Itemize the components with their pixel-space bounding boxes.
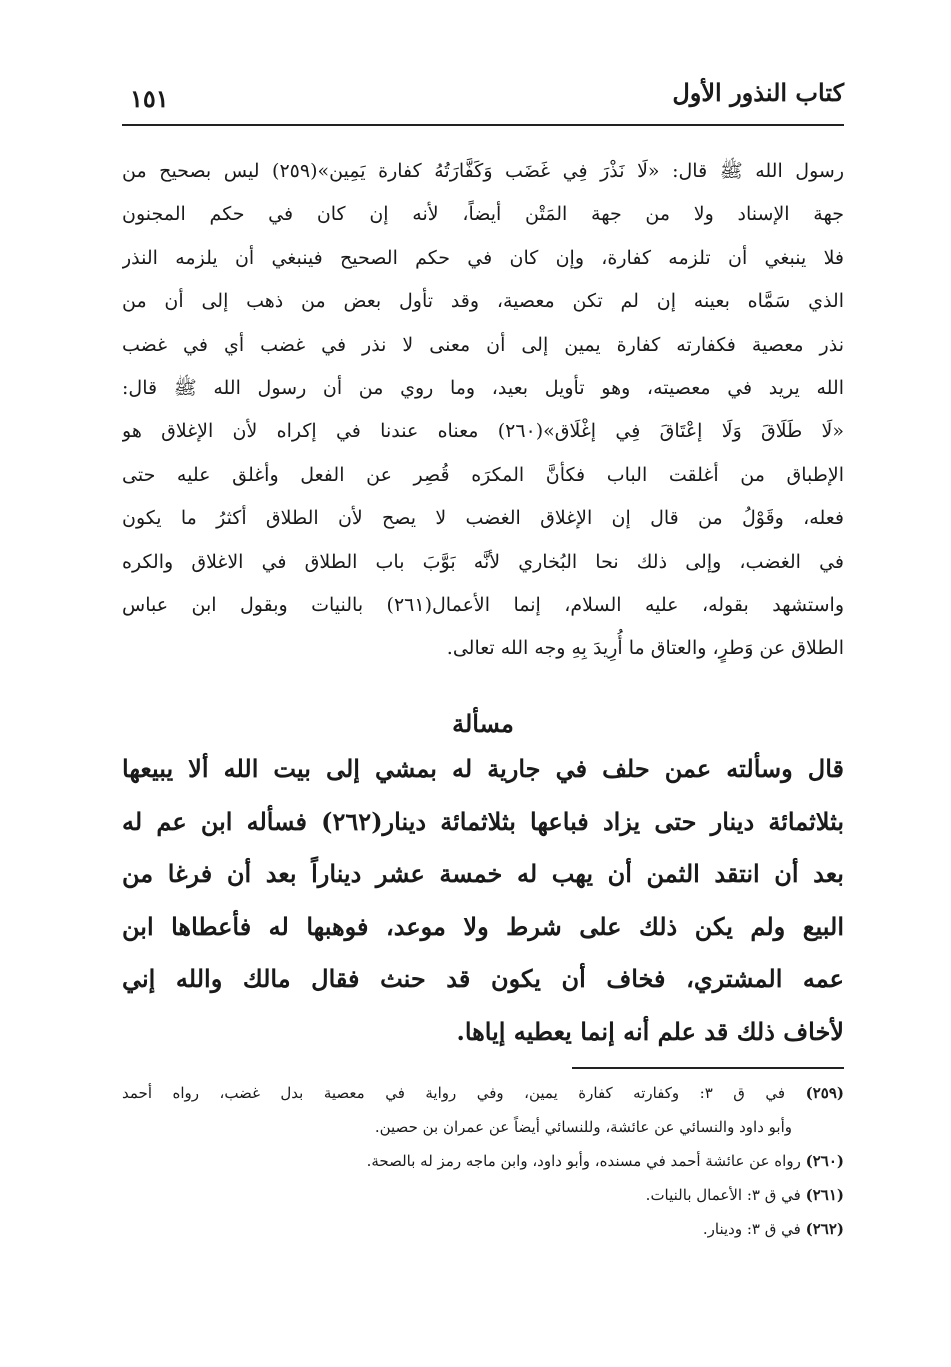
masala-line: البيع ولم يكن ذلك على شرط ولا موعد، فوهبها له فأعطاها ابن bbox=[122, 911, 844, 941]
commentary-line: واستشهد بقوله، عليه السلام، إنما الأعمال(٢٦١) بالنيات وبقول ابن عباس bbox=[122, 593, 844, 616]
footnote-262 bbox=[122, 1212, 844, 1246]
masala-line: لأخاف ذلك قد علم أنه إنما يعطيه إياها. bbox=[456, 1016, 844, 1046]
masala-line: بعد أن انتقد الثمن أن يهب له خمسة عشر ديناراً بعد أن فرغا من bbox=[122, 859, 844, 888]
masala-line: عمه المشتري، فخاف أن يكون قد حنث فقال مالك والله إني bbox=[122, 964, 844, 993]
footnote-text: في ق ٣: وكفارته كفارة يمين، وفي رواية في معصية بدل غضب، رواه أحمد bbox=[122, 1084, 786, 1102]
commentary-line: الله يريد في معصيته، وهو تأويل بعيد، وما روي من أن رسول الله ﷺ قال: bbox=[122, 376, 844, 399]
commentary-line: نذر معصية فكفارته كفارة يمين إلى أن معنى لا نذر في غضب أي في غضب bbox=[122, 333, 844, 356]
commentary-line: في الغضب، وإلى ذلك نحا البُخاري لأنَّه بَوَّبَ باب الطلاق في الاغلاق والكره bbox=[122, 550, 844, 573]
masala-line: بثلاثمائة دينار حتى يزاد فباعها بثلاثمائة دينار(٢٦٢) فسأله ابن عم له bbox=[122, 806, 844, 836]
commentary-line: الطلاق عن وَطرٍ، والعتاق ما أُرِيدَ بِهِ وجه الله تعالى. bbox=[446, 637, 844, 660]
commentary-line: الذي سَمَّاه بعينه إن لم تكن معصية، وقد تأول بعض من ذهب إلى أن من bbox=[122, 290, 844, 313]
commentary-line: فلا ينبغي أن تلزمه كفارة، وإن كان في حكم الصحيح فينبغي أن يلزمه النذر bbox=[122, 246, 844, 269]
footnote-number: (٢٦١) bbox=[805, 1186, 844, 1204]
footnote-divider bbox=[572, 1067, 844, 1069]
commentary-text bbox=[122, 150, 844, 671]
footnote-261 bbox=[122, 1178, 844, 1212]
running-title: كتاب النذور الأول bbox=[672, 78, 844, 107]
commentary-line: «لَا طَلَاقَ وَلَا إعْتَاقَ فِي إغْلَاق»(٢٦٠) معناه عندنا في إكراه لأن الإغلاق هو bbox=[122, 420, 844, 443]
page-header bbox=[122, 74, 844, 126]
masala-line: قال وسألته عمن حلف في جارية له بمشي إلى بيت الله ألا يبيعها bbox=[122, 754, 844, 783]
footnotes bbox=[122, 1076, 844, 1246]
footnote-259 bbox=[122, 1076, 844, 1110]
page-number: ١٥١ bbox=[130, 84, 169, 113]
commentary-line: رسول الله ﷺ قال: «لَا نَذْرَ فِي غَضَب وَكَفَّارَتُهُ كفارة يَمِين»(٢٥٩) ليس بصحيح من bbox=[122, 160, 844, 182]
footnote-text: في ق ٣: ودينار. bbox=[702, 1220, 801, 1238]
footnote-text: رواه عن عائشة أحمد في مسنده، وأبو داود، وابن ماجه رمز له بالصحة. bbox=[366, 1152, 801, 1170]
commentary-line: جهة الإسناد ولا من جهة المَتْن أيضاً، لأنه إن كان في حكم المجنون bbox=[122, 203, 844, 226]
footnote-260 bbox=[122, 1144, 844, 1178]
footnote-number: (٢٥٩) bbox=[805, 1084, 844, 1102]
commentary-line: الإطباق من أغلقت الباب فكأنَّ المكرَه قُصِر عن الفعل وأغلق عليه حتى bbox=[122, 463, 844, 486]
masala-text bbox=[122, 743, 844, 1058]
footnote-number: (٢٦٠) bbox=[805, 1152, 844, 1170]
footnote-259-continued: وأبو داود والنسائي عن عائشة، وللنسائي أيضاً عن عمران بن حصين. bbox=[374, 1118, 792, 1136]
footnote-text: في ق ٣: الأعمال بالنيات. bbox=[645, 1186, 801, 1204]
section-heading: مسألة bbox=[452, 709, 514, 738]
footnote-number: (٢٦٢) bbox=[805, 1220, 844, 1238]
commentary-line: فعله، وقَوْلُ من قال إن الإغلاق الغضب لا يصح لأن الطلاق أكثرُ ما يكون bbox=[122, 507, 844, 530]
